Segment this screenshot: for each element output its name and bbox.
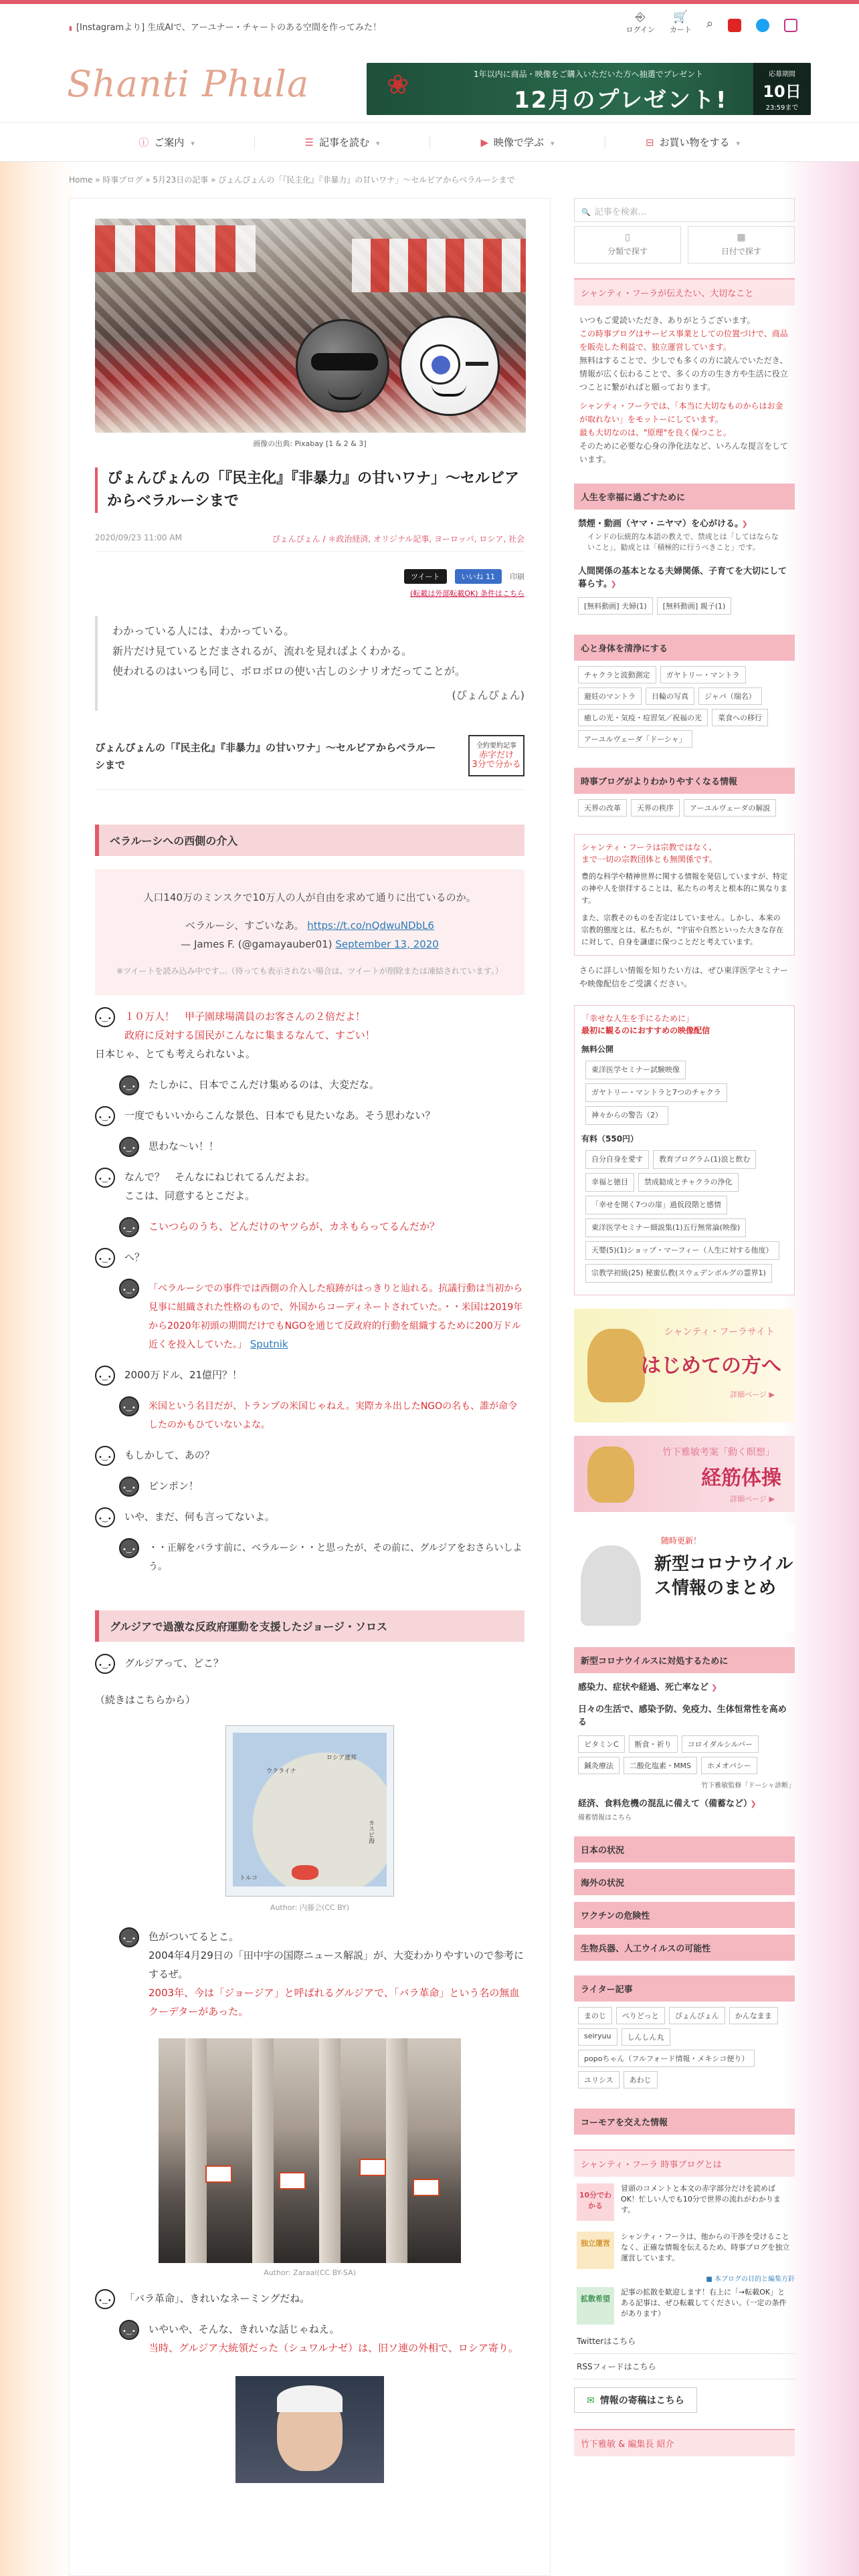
video-tag[interactable]: 神々からの警告（2） bbox=[585, 1106, 668, 1125]
tag[interactable]: ガヤトリー・マントラ bbox=[660, 666, 746, 683]
dialogue-text: なんで？ そんなにねじれてるんだよお。 bbox=[124, 1171, 316, 1183]
info-icon: ⓘ bbox=[138, 136, 149, 148]
writer-tag[interactable]: ぴょんぴょん bbox=[669, 2007, 725, 2024]
tag[interactable]: アーユルヴェーダの解説 bbox=[684, 799, 776, 817]
link-label: 日々の生活で、感染予防、免疫力、生体恒常性を高める bbox=[578, 1705, 787, 1727]
chevron-right-icon: ❯ bbox=[741, 520, 748, 528]
bear-icon bbox=[587, 1446, 634, 1503]
article-categories[interactable]: ぴょんぴょん / ＊政治経済, オリジナル記事, ヨーロッパ, ロシア, 社会 bbox=[272, 534, 524, 544]
dialogue-text: 米国という名目だが、トランプの米国じゃねえ。実際カネ出したNGOの名も、誰が命令したのかもひていないよな。 bbox=[149, 1401, 518, 1430]
dialogue-text: ピンポン！ bbox=[149, 1480, 199, 1492]
chevron-right-icon: ❯ bbox=[711, 1683, 718, 1692]
dialogue-text: 政府に反対する国民がこんなに集まるなんて、すごい！ bbox=[124, 1029, 375, 1041]
free-label: 無料公開 bbox=[581, 1045, 614, 1054]
tweet-link[interactable]: https://t.co/nQdwuNDbL6 bbox=[307, 920, 434, 932]
dialogue-line bbox=[95, 1396, 524, 1434]
button-label: 分類で探す bbox=[607, 247, 648, 256]
badge-line: 3分で分かる bbox=[472, 760, 521, 770]
dialogue-text: いや、まだ、何も言ってないよ。 bbox=[124, 1511, 275, 1523]
dialogue-line bbox=[95, 1279, 524, 1354]
tag[interactable]: ジャパ（瑞名） bbox=[698, 687, 762, 705]
detail-text[interactable]: さらに詳しい情報を知りたい方は、ぜひ東洋医学セミナーや映像配信をご受講ください。 bbox=[579, 966, 789, 988]
dialogue-text: 色がついてるとこ。 bbox=[149, 1931, 240, 1943]
dialogue-line bbox=[95, 2289, 524, 2308]
top-announcement[interactable]: ▮ [Instagramより] 生成AIで、アーユナー・チャートのある空間を作ってみた！ bbox=[69, 20, 381, 33]
dialogue-line bbox=[95, 1106, 524, 1125]
speaker-avatar-icon bbox=[119, 1217, 139, 1237]
intro-line: そのために必要な心身の浄化法など、いろんな提言をしています。 bbox=[579, 441, 789, 464]
banner-link: 詳細ページ ▶ bbox=[730, 1495, 775, 1503]
writer-tag[interactable]: ぺりどっと bbox=[616, 2007, 665, 2024]
deadline-day: 10日 bbox=[763, 82, 801, 101]
dialogue-line bbox=[95, 1248, 524, 1267]
sidebar-heading: シャンティ・フーラ 時事ブログとは bbox=[574, 2149, 795, 2177]
calendar-icon: ▦ bbox=[737, 232, 746, 243]
gift-icon: ❀ bbox=[387, 70, 409, 100]
category-japan[interactable]: 日本の状況 bbox=[574, 1836, 795, 1862]
tag[interactable]: 天界の改革 bbox=[578, 799, 627, 817]
article bbox=[69, 198, 551, 2576]
notice-heading: シャンティ・フーラは宗教ではなく、 bbox=[581, 843, 717, 852]
nav-label: 映像で学ぶ bbox=[494, 136, 545, 148]
intro-line: いつもご愛読いただき、ありがとうございます。 bbox=[579, 316, 755, 325]
cart-label: カート bbox=[669, 25, 692, 34]
video-tag[interactable]: 自分自身を愛す bbox=[585, 1150, 649, 1169]
dialogue-text: 2003年、今は「ジョージア」と呼ばれるグルジアで、「バラ革命」という名の無血クーデターがあった。 bbox=[149, 1987, 520, 2018]
sidebar-heading: 新型コロナウイルスに対処するために bbox=[574, 1647, 795, 1673]
speaker-avatar-icon bbox=[95, 1168, 115, 1188]
sidebar-heading: 竹下雅敏 & 編集長 紹介 bbox=[574, 2429, 795, 2456]
writer-tag[interactable]: まのじ bbox=[578, 2007, 612, 2024]
bear-icon bbox=[587, 1329, 645, 1402]
dialogue-text: たしかに、日本でこんだけ集めるのは、大変だな。 bbox=[149, 1079, 380, 1091]
banner-subtitle: シャンティ・フーラサイト bbox=[664, 1327, 775, 1337]
quote-line: 新片だけ見ているとだまされるが、流れを見ればよくわかる。 bbox=[112, 645, 413, 657]
dialogue-text: 日本じゃ、とても考えられないよ。 bbox=[95, 1048, 256, 1060]
banner-title: 新型コロナウイルス情報のまとめ bbox=[654, 1554, 793, 1598]
note-title: ぴょんぴょんの「『民主化』『非暴力』の甘いワナ」〜セルビアからベラルーシまで bbox=[95, 742, 436, 771]
banner-deadline bbox=[753, 63, 811, 115]
login-label: ログイン bbox=[626, 25, 655, 34]
speaker-avatar-icon bbox=[95, 1248, 115, 1268]
speaker-avatar-icon bbox=[95, 1654, 115, 1674]
banner-title: 経筋体操 bbox=[701, 1467, 781, 1490]
nav-videos[interactable] bbox=[430, 135, 605, 149]
intro-line: 最も大切なのは、"原理"を良く保つこと。 bbox=[579, 428, 732, 437]
feature-label: 拡散希望 bbox=[577, 2287, 614, 2325]
date-search-button[interactable] bbox=[688, 226, 795, 263]
flag-decoration bbox=[352, 239, 526, 292]
dialogue-line bbox=[95, 1477, 524, 1495]
quote-line: 使われるのはいつも同じ、ボロボロの使い古しのシナリオだってことが。 bbox=[112, 665, 466, 677]
sidebar-link[interactable] bbox=[574, 557, 795, 592]
badge-line: 赤字だけ bbox=[478, 750, 514, 760]
nav-articles[interactable] bbox=[254, 135, 430, 149]
dialogue-text: 「ベラルーシでの事件では西側の介入した痕跡がはっきりと辿れる。抗議行動は当初から見事に組織された性格のもので、外国からコーディネートされていた。・・米国は2019年から2020年初頭の期間だけでもNGOを通じて反政府的行動を組織するために200万ドル近くを投入していた。」 bbox=[149, 1283, 523, 1350]
dialogue-text: ここは、同意するとこだよ。 bbox=[124, 1190, 256, 1202]
feature-label: 独立運営 bbox=[577, 2232, 614, 2269]
video-tag[interactable]: 宗教学初級(25) 秘蜜仏教(スウェデンボルグの霊界1) bbox=[585, 1264, 772, 1283]
dialogue-text: こいつらのうち、どんだけのヤツらが、カネもらってるんだか？ bbox=[149, 1220, 440, 1232]
banner-subtitle: 1年以内に商品・映像をご購入いただいた方へ抽選でプレゼント bbox=[474, 70, 704, 79]
tag[interactable]: チャクラと波動測定 bbox=[578, 666, 656, 683]
sidebar-link[interactable] bbox=[574, 1695, 795, 1730]
banner-title: 12月のプレゼント! bbox=[514, 87, 728, 114]
sidebar bbox=[574, 198, 795, 2456]
humor-category[interactable]: コーモアを交えた情報 bbox=[574, 2109, 795, 2135]
dialogue-line bbox=[95, 1366, 524, 1384]
speaker-avatar-icon bbox=[119, 1396, 139, 1416]
tag[interactable]: コロイダルシルバー bbox=[682, 1735, 759, 1753]
feature-row bbox=[574, 2283, 795, 2329]
chevron-right-icon: ❯ bbox=[750, 1800, 757, 1808]
tweet-note: ※ツイートを読み込み中です…（待っても表示されない場合は、ツイートが削除または凍結されています。） bbox=[116, 966, 503, 976]
badge-line: 全約要約記事 bbox=[476, 742, 516, 750]
quote-author: (ぴょんぴょん) bbox=[452, 689, 524, 702]
dialogue-line bbox=[95, 1137, 524, 1156]
speaker-avatar-icon bbox=[119, 1927, 139, 1947]
chevron-down-icon: ▾ bbox=[736, 139, 741, 148]
dialogue-text: 思わな〜い！！ bbox=[149, 1140, 219, 1152]
writer-tag[interactable]: seiryuu bbox=[578, 2028, 617, 2046]
search-input[interactable]: 🔍 記事を検索... bbox=[574, 198, 795, 222]
link-label: 感染力、症状や経過、死亡率など bbox=[578, 1683, 709, 1693]
religion-notice bbox=[574, 834, 795, 956]
video-tag[interactable]: ガヤトリー・マントラと7つのチャクラ bbox=[585, 1083, 727, 1102]
tweet-author: — James F. (@gamayauber01) bbox=[181, 938, 332, 950]
dialogue-text: ・・正解をバラす前に、ベラルーシ・・と思ったが、その前に、グルジアをおさらいしよう。 bbox=[149, 1543, 522, 1572]
summary-note bbox=[95, 730, 524, 790]
sidebar-subtext: インドの伝統的な本語の教えで、禁成とは「してはならないこと」、勧成とは「積極的に行うべきこと」です。 bbox=[587, 532, 779, 552]
banner-subtitle: 竹下雅敏考案「動く瞑想」 bbox=[662, 1447, 775, 1458]
instagram-icon[interactable] bbox=[784, 19, 797, 32]
banner-subtitle: 随時更新！ bbox=[661, 1536, 702, 1545]
category-world[interactable]: 海外の状況 bbox=[574, 1869, 795, 1895]
button-label: 情報の寄稿はこちら bbox=[599, 2395, 684, 2406]
section-heading: ベラルーシへの西側の介入 bbox=[95, 825, 524, 856]
continue-link[interactable]: （続きはこちらから） bbox=[95, 1694, 196, 1706]
category-bioweapon[interactable]: 生物兵器、人工ウイルスの可能性 bbox=[574, 1935, 795, 1961]
chevron-down-icon: ▾ bbox=[375, 139, 380, 148]
mail-icon: ✉ bbox=[587, 2395, 595, 2406]
top-bar bbox=[0, 0, 859, 44]
video-heading: 最初に観るのにおすすめの映像配信 bbox=[581, 1026, 710, 1035]
dialogue-line bbox=[95, 1507, 524, 1526]
video-heading: 「幸せな人生を手にるために」 bbox=[581, 1014, 694, 1023]
feature-label: 10分でわかる bbox=[577, 2183, 614, 2221]
link-label: 禁煙・動画（ヤマ・ニヤマ）を心がける。 bbox=[578, 519, 739, 529]
policy-link[interactable]: ■ 本ブログの目的と編集方針 bbox=[706, 2276, 795, 2283]
intro-line: 無料はすることで、少しでも多くの方に読んでいただき、情報が広く伝わることで、多くの方の生き方や生活に役立つことに繋がればと願っております。 bbox=[579, 356, 788, 392]
folder-icon: ▯ bbox=[625, 232, 630, 243]
deadline-time: 23:59まで bbox=[765, 104, 799, 112]
tag[interactable]: [無料動画] 親子(1) bbox=[657, 597, 732, 615]
covid-banner[interactable] bbox=[574, 1525, 795, 1632]
sidebar-heading: 人生を幸福に過ごすために bbox=[574, 484, 795, 510]
reprint-conditions-link[interactable]: (転載は外部転載OK) 条件はこちら bbox=[410, 589, 524, 598]
tweet-text2: ベラルーシ、すごいなあ。 bbox=[185, 920, 304, 932]
button-label: 日付で探す bbox=[721, 247, 761, 256]
tag-list bbox=[574, 1730, 795, 1780]
dialogue-line bbox=[95, 2320, 524, 2357]
chevron-down-icon: ▾ bbox=[191, 139, 195, 148]
twitter-icon[interactable] bbox=[756, 19, 769, 32]
tag[interactable]: 癒しの光・気疫・痘習気／祝福の光 bbox=[578, 709, 708, 726]
tag-list bbox=[574, 661, 795, 753]
tag[interactable]: ビタミンC bbox=[578, 1735, 625, 1753]
stockpile-link[interactable]: 備蓄情報はこちら bbox=[578, 1814, 632, 1822]
dialogue-line bbox=[95, 1654, 524, 1673]
article-date: 2020/09/23 11:00 AM bbox=[95, 533, 182, 542]
rss-link[interactable]: RSSフィードはこちら bbox=[574, 2354, 795, 2379]
feature-text: 冒頭のコメントと本文の赤字部分だけを読めばOK！忙しい人でも10分で世界の流れがわかります。 bbox=[621, 2184, 781, 2214]
share-bar bbox=[95, 569, 524, 584]
tweet-text2-row bbox=[115, 916, 504, 935]
sidebar-link[interactable] bbox=[574, 1790, 795, 1812]
tweet-button[interactable]: ツイート bbox=[404, 569, 446, 584]
tag[interactable]: 二酸化塩素・MMS bbox=[624, 1757, 697, 1774]
share-note-row bbox=[95, 588, 524, 599]
video-tag[interactable]: 東洋医学セミナー細説集(1)五行無常論(映像) bbox=[585, 1218, 746, 1237]
dialogue-text: 2004年4月29日の「田中宇の国際ニュース解説」が、大変わかりやすいので参考にするぜ。 bbox=[149, 1949, 524, 1980]
article-title: ぴょんぴょんの「『民主化』『非暴力』の甘いワナ」〜セルビアからベラルーシまで bbox=[95, 467, 524, 513]
speaker-avatar-icon bbox=[95, 1507, 115, 1527]
cart-icon: ⊟ bbox=[645, 136, 654, 148]
nav-guide[interactable] bbox=[79, 135, 254, 149]
speaker-avatar-icon bbox=[119, 1538, 139, 1558]
quote-line: わかっている人には、わかっている。 bbox=[112, 625, 295, 637]
video-tag[interactable]: 「幸せを開く7つの扉」過仮段階と感情 bbox=[585, 1196, 727, 1214]
deadline-label: 応募期間 bbox=[769, 71, 795, 78]
banner-link: 詳細ページ ▶ bbox=[730, 1390, 775, 1399]
video-tag[interactable]: 幸福と徳目 bbox=[585, 1173, 634, 1192]
exercise-banner[interactable] bbox=[574, 1436, 795, 1512]
rose-revolution-photo bbox=[159, 2038, 461, 2263]
facebook-like-button[interactable]: いいね 11 bbox=[455, 569, 502, 584]
video-tag[interactable]: 禁成勧成とチャクラの浄化 bbox=[638, 1173, 739, 1192]
main-nav bbox=[0, 123, 859, 162]
speaker-avatar-icon bbox=[95, 1007, 115, 1027]
feature-row bbox=[574, 2177, 795, 2228]
dialogue-line bbox=[95, 1927, 524, 2021]
speaker-avatar-icon bbox=[95, 1366, 115, 1386]
search-icon: ⌕ bbox=[706, 17, 713, 31]
tweet-date-link[interactable]: September 13, 2020 bbox=[335, 938, 439, 950]
search-buttons bbox=[574, 226, 795, 263]
tweet-text: 人口140万のミンスクで10万人の人が自由を求めて通りに出ているのか。 bbox=[143, 891, 476, 903]
video-recommendations bbox=[574, 1005, 795, 1295]
dialogue-line bbox=[95, 1168, 524, 1205]
nav-label: 記事を読む bbox=[318, 136, 369, 148]
tag[interactable]: 菜食への移行 bbox=[712, 709, 768, 726]
search-button[interactable] bbox=[706, 11, 713, 31]
writer-tag[interactable]: かんなまま bbox=[729, 2007, 778, 2024]
dialogue-text: もしかして、あの？ bbox=[124, 1449, 215, 1461]
sidebar-heading: 心と身体を清浄にする bbox=[574, 635, 795, 661]
breadcrumb[interactable]: Home » 時事ブログ » 5月23日の記事 » ぴょんぴょんの「『民主化』『非暴力』の甘いワナ」〜セルビアからベラルーシまで bbox=[69, 175, 515, 185]
dialogue-line bbox=[95, 1446, 524, 1465]
speaker-avatar-icon bbox=[119, 1477, 139, 1497]
feature-row bbox=[574, 2228, 795, 2273]
login-button[interactable] bbox=[626, 11, 654, 35]
submit-info-button[interactable] bbox=[574, 2387, 697, 2413]
tag[interactable]: 断食・祈り bbox=[629, 1735, 678, 1753]
speaker-avatar-icon bbox=[119, 2320, 139, 2340]
paid-label: 有料（550円） bbox=[581, 1134, 639, 1144]
embedded-tweet bbox=[95, 869, 524, 995]
dialogue-text: 一度でもいいからこんな景色、日本でも見たいなあ。そう思わない？ bbox=[124, 1109, 436, 1121]
feature-text: 記事の拡散を歓迎します！右上に「→転載OK」とある記事は、ぜひ転載してください。（一定の条件があります） bbox=[621, 2288, 787, 2318]
shevardnadze-portrait bbox=[235, 2376, 384, 2483]
speaker-avatar-icon bbox=[119, 1075, 139, 1095]
play-icon: ▶ bbox=[480, 136, 488, 148]
dialogue-line bbox=[95, 1217, 524, 1236]
category-vaccine[interactable]: ワクチンの危険性 bbox=[574, 1902, 795, 1928]
youtube-icon[interactable] bbox=[728, 19, 741, 32]
section-heading: グルジアで過激な反政府運動を支援したジョージ・ソロス bbox=[95, 1610, 524, 1642]
twitter-link[interactable]: Twitterはこちら bbox=[574, 2329, 795, 2354]
cart-icon: 🛒 bbox=[673, 10, 688, 24]
dialogue-line bbox=[95, 1538, 524, 1576]
tag-list bbox=[574, 2002, 795, 2094]
image-caption: 画像の出典: Pixabay [1 & 2 & 3] bbox=[253, 439, 367, 448]
sidebar-link[interactable] bbox=[574, 1673, 795, 1695]
dialogue-text: 2000万ドル、21億円？！ bbox=[124, 1369, 243, 1381]
category-search-button[interactable] bbox=[574, 226, 681, 263]
writer-tag[interactable]: ユリシス bbox=[578, 2071, 619, 2088]
speaker-avatar-icon bbox=[95, 1446, 115, 1466]
nav-label: お買い物をする bbox=[659, 136, 730, 148]
sidebar-link[interactable] bbox=[574, 510, 795, 532]
notice-text: また、宗教そのものを否定はしていません。しかし、本来の宗教的態度とは、私たちが、"宇宙や自然といった大きな存在に対して、自身を謙虚に保つことだと考えています。 bbox=[581, 914, 784, 946]
dialogue-text: 当時、グルジア大統領だった（シュワルナゼ）は、旧ソ連の外相で、ロシア寄り。 bbox=[149, 2342, 518, 2354]
hero-image bbox=[95, 219, 526, 433]
notice-heading: まで一切の宗教団体とも無関係です。 bbox=[581, 855, 718, 864]
writer-tag[interactable]: popoちゃん（フルフォード情報・メキシコ便り） bbox=[578, 2050, 755, 2067]
dialogue-text: グルジアって、どこ？ bbox=[124, 1657, 223, 1669]
dialogue-text: １０万人！ 甲子園球場満員のお客さんの２倍だよ！ bbox=[124, 1010, 366, 1023]
beginners-banner[interactable] bbox=[574, 1309, 795, 1422]
writer-tag[interactable]: あわじ bbox=[624, 2071, 658, 2088]
present-banner[interactable] bbox=[367, 63, 811, 115]
tag[interactable]: アーユルヴェーダ「ドーシャ」 bbox=[578, 730, 692, 748]
sidebar-heading: ライター記事 bbox=[574, 1975, 795, 2002]
writer-tag[interactable]: しんしん丸 bbox=[622, 2028, 670, 2046]
speaker-avatar-icon bbox=[95, 1106, 115, 1126]
article-meta bbox=[95, 533, 524, 552]
feature-text: シャンティ・フーラは、他からの干渉を受けることなく、正確な情報を伝えるため、時事ブログを独立運営しています。 bbox=[621, 2232, 790, 2262]
site-logo[interactable]: Shanti Phula bbox=[67, 63, 310, 105]
dialogue-text: いやいや、そんな、きれいな話じゃねえ。 bbox=[149, 2323, 340, 2335]
tag-list bbox=[581, 1055, 787, 1130]
doctor-icon bbox=[581, 1545, 641, 1626]
dialogue-line bbox=[95, 1007, 524, 1063]
photo-credit: Author: Zaraal(CC BY-SA) bbox=[264, 2268, 356, 2277]
dosha-link[interactable]: 竹下雅敏監修「ドーシャ診断」 bbox=[701, 1782, 795, 1790]
video-tag[interactable]: 天嬰(5)(1)ショップ・マーフィー（人生に対する他度） bbox=[585, 1241, 779, 1260]
notice-text: 豊的な科学や精神世界に関する情報を発信していますが、特定の神や人を崇拝することは、私たちの考えと根本的に異なります。 bbox=[581, 872, 787, 905]
tag[interactable]: 避妊のマントラ bbox=[578, 687, 642, 705]
site-header bbox=[0, 44, 859, 123]
link-label: 経済、食料危機の混乱に備えて（備蓄など） bbox=[578, 1799, 748, 1809]
map-credit: Author: 内藤会(CC BY) bbox=[270, 1903, 350, 1912]
user-icon: ⎆ bbox=[635, 10, 646, 24]
banner-title: はじめての方へ bbox=[641, 1354, 781, 1378]
dialogue-text: 「バラ革命」、きれいなネーミングだね。 bbox=[124, 2292, 310, 2304]
tweet-author-row bbox=[115, 935, 504, 954]
intro-line: この時事ブログはサービス事業としての位置づけで、商品を販売した利益で、独立運営しています。 bbox=[579, 329, 788, 352]
source-link[interactable]: Sputnik bbox=[250, 1338, 288, 1350]
sidebar-heading: 時事ブログがよりわかりやすくなる情報 bbox=[574, 768, 795, 794]
print-button[interactable]: 印刷 bbox=[510, 572, 524, 581]
cart-button[interactable] bbox=[670, 11, 692, 35]
intro-line: シャンティ・フーラでは、「本当に大切なものからはお金が取れない」をモットーにしています。 bbox=[579, 401, 783, 424]
intro-quote bbox=[95, 616, 524, 711]
georgia-highlight bbox=[292, 1865, 318, 1880]
tag[interactable]: 鍼灸療法 bbox=[578, 1757, 619, 1774]
nav-label: ご案内 bbox=[154, 136, 185, 148]
speaker-avatar-icon bbox=[95, 2289, 115, 2309]
link-label: 人間関係の基本となる夫婦関係、子育てを大切にして暮らす。 bbox=[578, 566, 787, 589]
speaker-avatar-icon bbox=[119, 1279, 139, 1299]
video-tag[interactable]: 教育プログラム(1)浪と飲む bbox=[653, 1150, 756, 1169]
tag-list bbox=[574, 794, 795, 822]
list-icon: ☰ bbox=[304, 136, 314, 148]
tag-list bbox=[581, 1145, 787, 1288]
georgia-map: ウクライナ ロシア連邦 カスピ海 トルコ bbox=[225, 1725, 394, 1897]
flag-decoration bbox=[95, 225, 256, 272]
top-icons bbox=[626, 11, 797, 35]
winking-face-icon bbox=[399, 316, 500, 416]
intro-text bbox=[574, 306, 795, 469]
tag[interactable]: ホメオパシー bbox=[701, 1757, 757, 1774]
chevron-right-icon: ❯ bbox=[610, 580, 617, 588]
sunglasses-face-icon bbox=[296, 319, 389, 413]
dialogue-text: へ？ bbox=[124, 1251, 145, 1263]
dialogue-line bbox=[95, 1075, 524, 1094]
tag-list bbox=[574, 592, 795, 620]
three-minute-badge bbox=[468, 735, 524, 776]
video-tag[interactable]: 東洋医学セミナー試験映像 bbox=[585, 1061, 686, 1079]
chevron-down-icon: ▾ bbox=[551, 139, 555, 148]
tag[interactable]: 天界の秩序 bbox=[631, 799, 680, 817]
speaker-avatar-icon bbox=[119, 1137, 139, 1157]
tag[interactable]: 日輪の写真 bbox=[646, 687, 694, 705]
tag[interactable]: [無料動画] 夫婦(1) bbox=[578, 597, 653, 615]
sidebar-heading: シャンティ・フーラが伝えたい、大切なこと bbox=[574, 278, 795, 306]
nav-shop[interactable] bbox=[605, 135, 780, 149]
